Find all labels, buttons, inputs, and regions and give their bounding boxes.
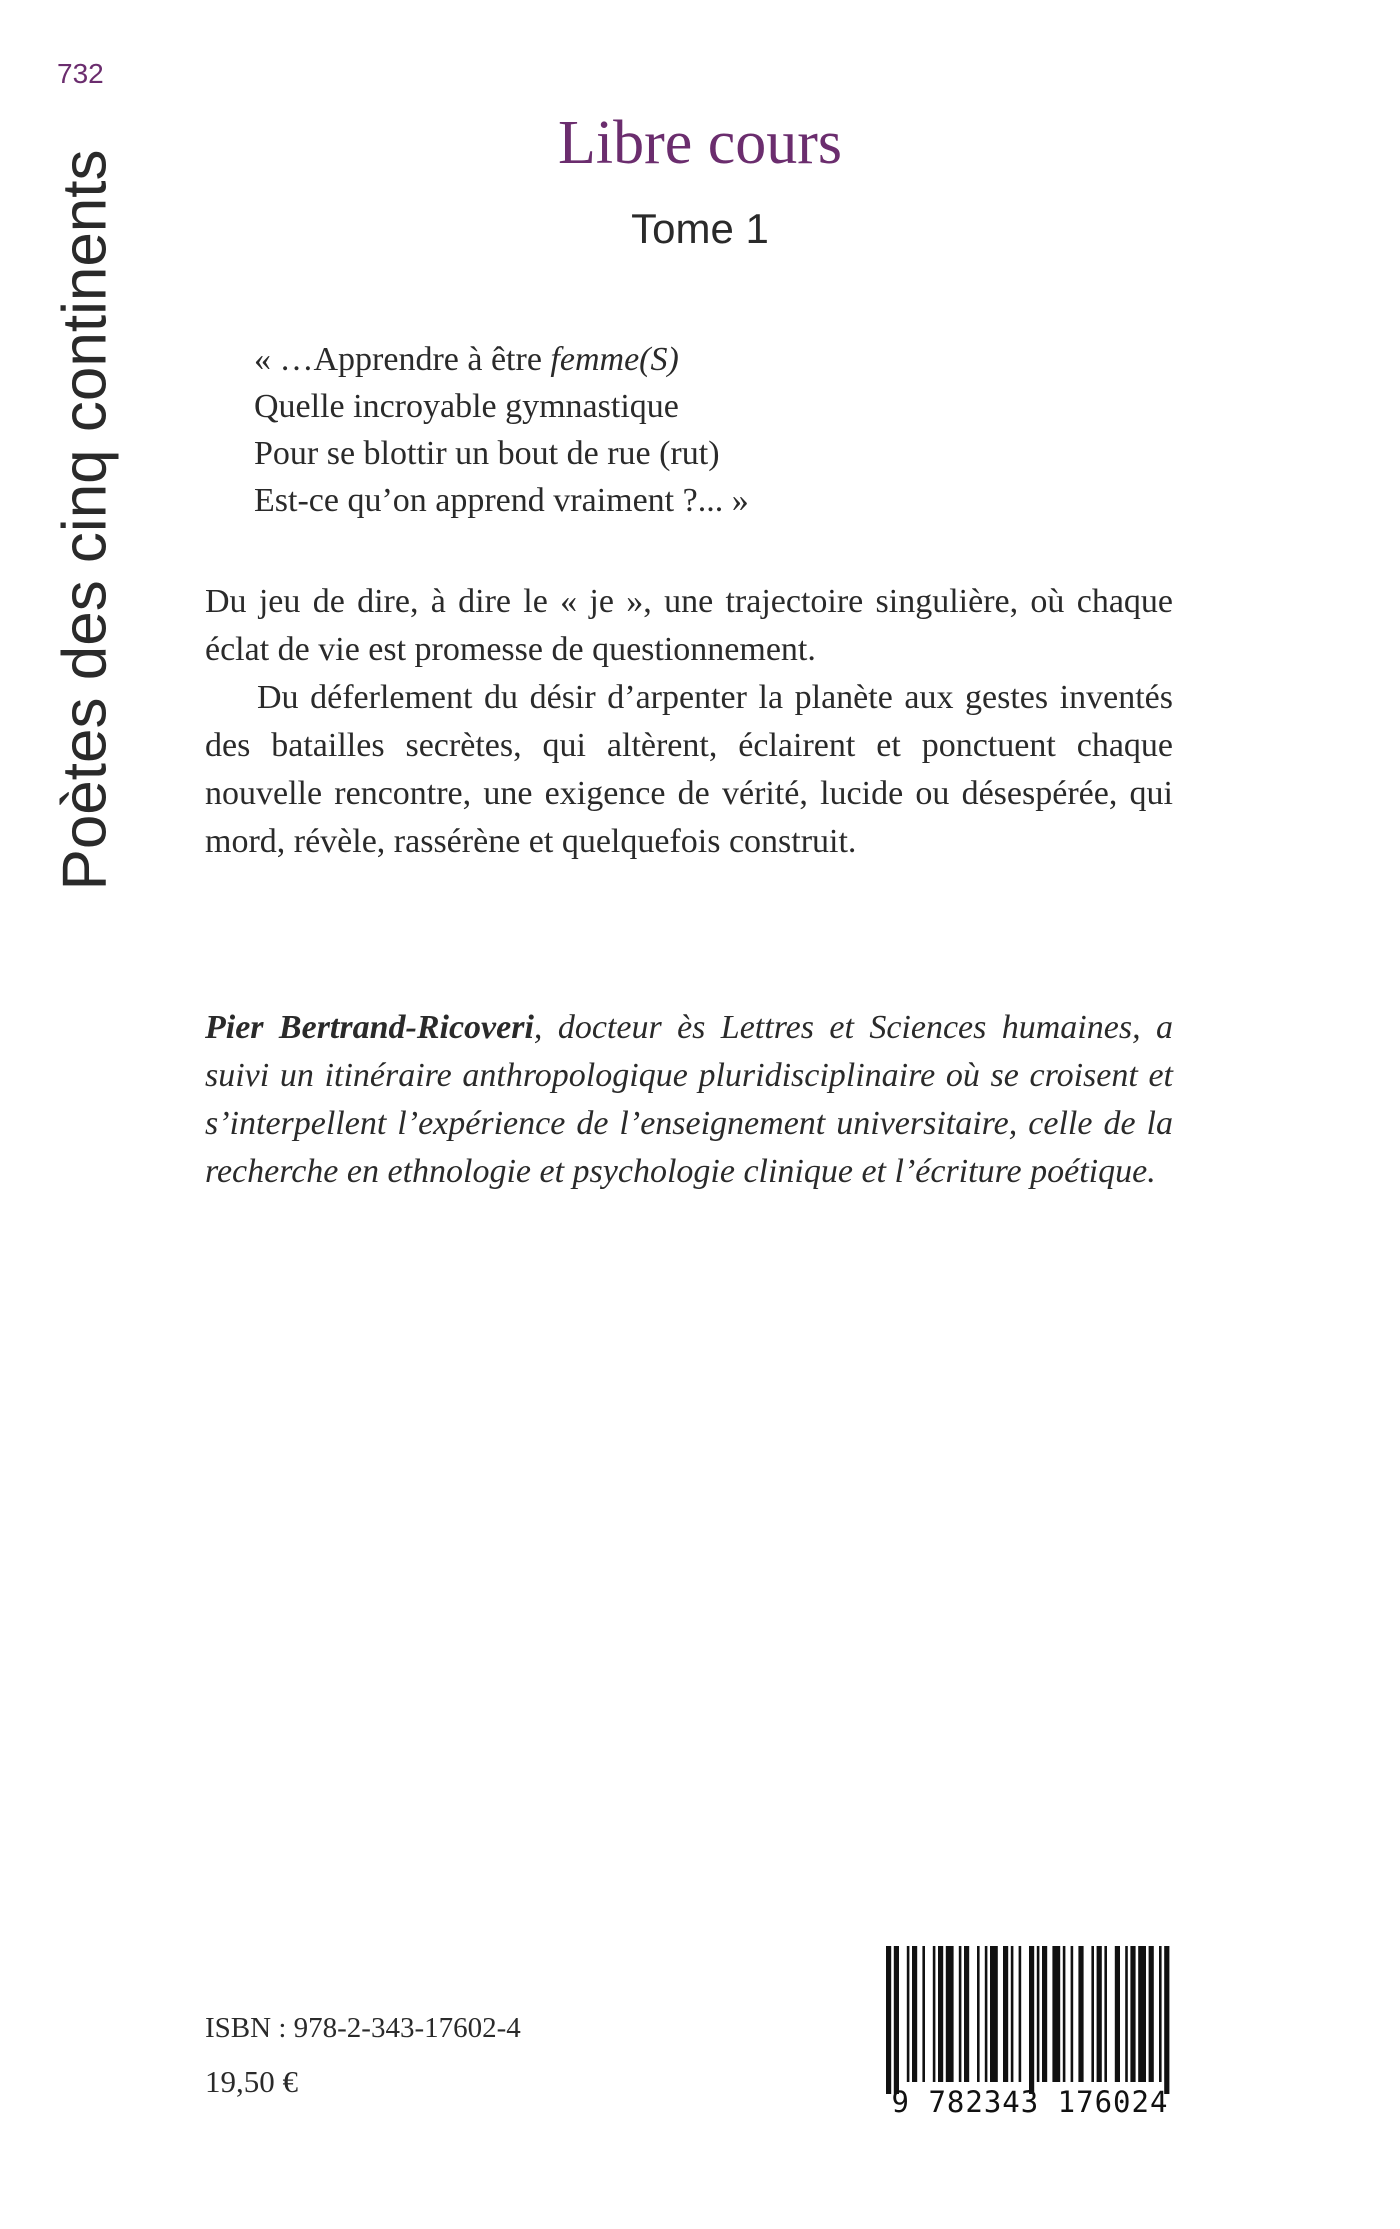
price: 19,50 € <box>205 2064 298 2099</box>
barcode-bar <box>964 1946 969 2082</box>
poem-excerpt <box>254 336 749 524</box>
barcode-bar <box>922 1946 925 2082</box>
book-blurb <box>205 578 1173 866</box>
barcode-bar <box>907 1946 910 2082</box>
book-subtitle: Tome 1 <box>631 205 769 252</box>
author-bio <box>205 1004 1173 1196</box>
barcode-bar <box>985 1946 988 2082</box>
barcode-bar <box>990 1946 998 2082</box>
barcode-bar <box>1003 1946 1008 2082</box>
barcode-bar <box>1029 1946 1034 2094</box>
barcode-bar <box>1063 1946 1066 2082</box>
barcode-bar <box>1138 1946 1146 2082</box>
barcode-bar <box>1164 1946 1169 2094</box>
barcode-bar <box>938 1946 943 2082</box>
barcode-bar <box>1078 1946 1083 2082</box>
poem-line-1-text: « …Apprendre à être <box>254 341 551 378</box>
barcode-bar <box>912 1946 917 2082</box>
barcode-bar <box>886 1946 891 2094</box>
barcode-bar <box>1019 1946 1022 2082</box>
barcode-bar <box>1159 1946 1162 2082</box>
barcode-bar <box>1052 1946 1060 2082</box>
barcode-bar <box>1091 1946 1094 2082</box>
series-number: 732 <box>57 58 104 89</box>
barcode-bar <box>1037 1946 1040 2082</box>
poem-line-2: Quelle incroyable gymnastique <box>254 388 679 425</box>
blurb-paragraph-1: Du jeu de dire, à dire le « je », une trajectoire singulière, où chaque éclat de vie est promesse de questionnement. <box>205 583 1173 668</box>
series-name: Poètes des cinq continents <box>50 149 120 891</box>
barcode-bar <box>977 1946 980 2082</box>
poem-line-1-italic: femme(S) <box>550 341 679 378</box>
author-name: Pier Bertrand-Ricoveri <box>205 1009 534 1046</box>
barcode-digits: 9 782343 176024 <box>891 2085 1169 2119</box>
barcode-bar <box>1071 1946 1074 2082</box>
blurb-paragraph-2: Du déferlement du désir d’arpenter la planète aux gestes inventés des batailles secrètes, qui altèrent, éclairent et ponctuent chaque nouvelle rencontre, une exigence de vérité, lucide ou désespérée, qui mord, révèle, rassérène et quelquefois construit. <box>205 679 1173 860</box>
barcode-bar <box>1125 1946 1128 2082</box>
poem-line-1 <box>254 336 749 383</box>
barcode-bar <box>1011 1946 1014 2082</box>
barcode-bar <box>1042 1946 1047 2082</box>
book-title: Libre cours <box>557 109 843 177</box>
author-bio-text: , docteur ès Lettres et Sciences humaines, a suivi un itinéraire anthropologique pluridisciplinaire où se croisent et s’interpellent l’expérience de l’enseignement universitaire, celle de la recherche en ethnologie et psychologie clinique et l’écriture poétique. <box>205 1009 1173 1190</box>
barcode-bar <box>933 1946 936 2082</box>
barcode-bar <box>1104 1946 1107 2082</box>
barcode-bar <box>1115 1946 1120 2082</box>
barcode-bar <box>1130 1946 1135 2082</box>
barcode-bars <box>886 1946 1174 2094</box>
barcode-bar <box>1097 1946 1102 2082</box>
barcode-bar <box>894 1946 899 2094</box>
barcode-bar <box>946 1946 954 2082</box>
isbn: ISBN : 978-2-343-17602-4 <box>205 2012 521 2044</box>
barcode-bar <box>1149 1946 1154 2082</box>
poem-line-3: Pour se blottir un bout de rue (rut) <box>254 435 720 472</box>
poem-line-4: Est-ce qu’on apprend vraiment ?... » <box>254 482 749 519</box>
barcode-bar <box>959 1946 962 2082</box>
barcode <box>880 1942 1180 2137</box>
